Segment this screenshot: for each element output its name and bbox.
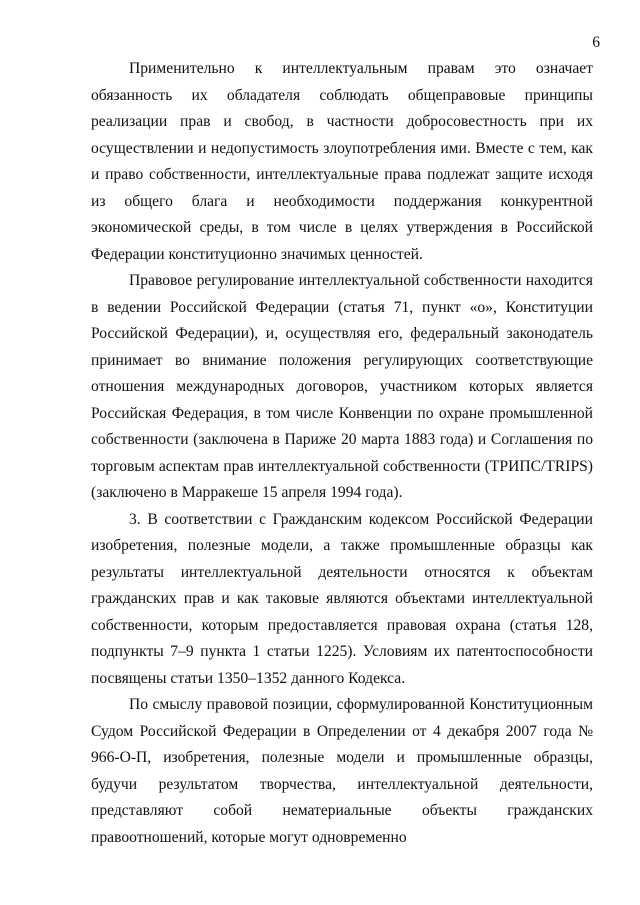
document-body (91, 56, 593, 851)
paragraph-3: 3. В соответствии с Гражданским кодексом Российской Федерации изобретения, полезные модели, а также промышленные образцы как результаты интеллектуальной деятельности относятся к объектам гражданских прав и как таковые являются объектами интеллектуальной собственности, которым предоставляется правовая охрана (статья 128, подпункты 7–9 пункта 1 статьи 1225). Условиям их патентоспособности посвящены статьи 1350–1352 данного Кодекса. (91, 510, 593, 687)
paragraph-2: Правовое регулирование интеллектуальной собственности находится в ведении Российской Федерации (статья 71, пункт «о», Конституции Российской Федерации), и, осуществляя его, федеральный законодатель принимает во внимание положения регулирующих соответствующие отношения международных договоров, участником которых является Российская Федерация, в том числе Конвенции по охране промышленной собственности (заключена в Париже 20 марта 1883 года) и Соглашения по торговым аспектам прав интеллектуальной собственности (ТРИПС/TRIPS) (заключено в Марракеше 15 апреля 1994 года). (91, 272, 593, 501)
paragraph-1: Применительно к интеллектуальным правам это означает обязанность их обладателя соблюдать общеправовые принципы реализации прав и свобод, в частности добросовестность при их осуществлении и недопустимость злоупотребления ими. Вместе с тем, как и право собственности, интеллектуальные права подлежат защите исходя из общего блага и необходимости поддержания конкурентной экономической среды, в том числе в целях утверждения в Российской Федерации конституционно значимых ценностей. (91, 60, 593, 263)
paragraph-4: По смыслу правовой позиции, сформулированной Конституционным Судом Российской Федерации в Определении от 4 декабря 2007 года № 966-О-П, изобретения, полезные модели и промышленные образцы, будучи результатом творчества, интеллектуальной деятельности, представляют собой нематериальные объекты гражданских правоотношений, которые могут одновременно (91, 696, 593, 846)
page-number: 6 (592, 34, 600, 51)
